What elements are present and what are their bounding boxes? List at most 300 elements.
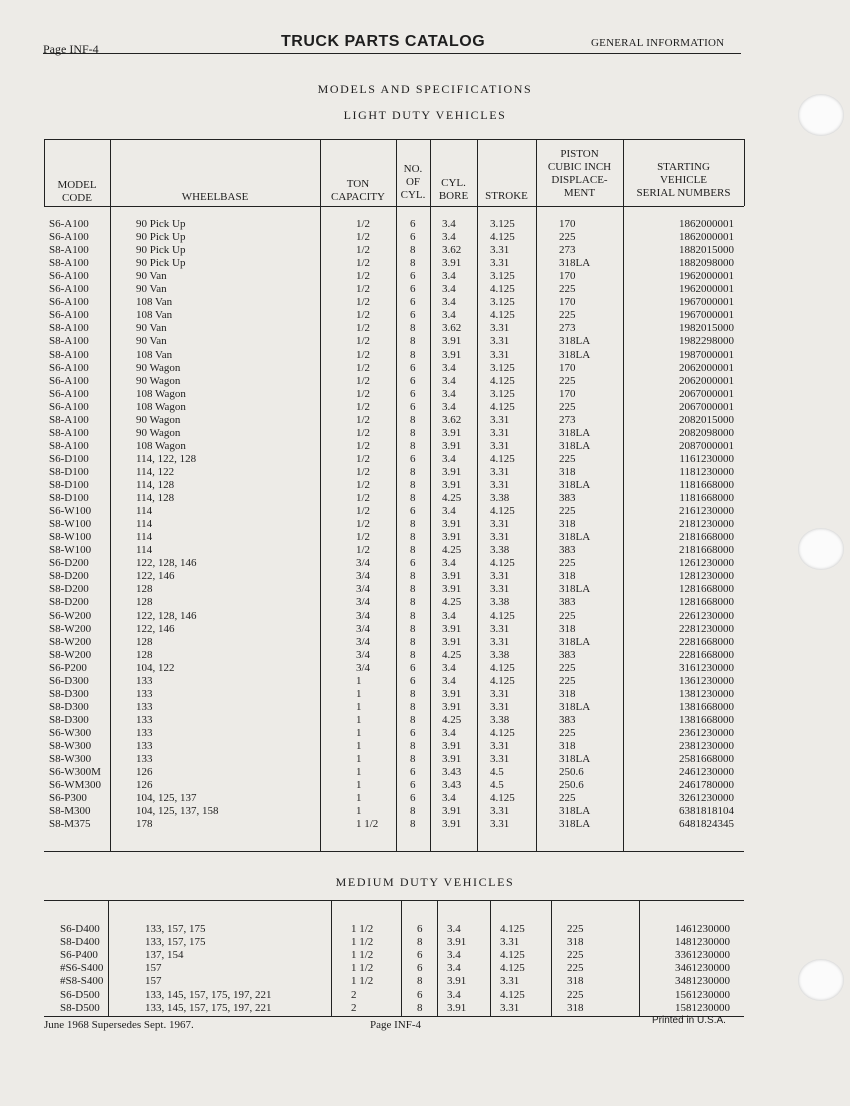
cell-stroke: 3.38 <box>490 713 510 726</box>
cell-wheelbase: 108 Van <box>136 309 173 322</box>
cell-cylinders: 8 <box>410 753 416 766</box>
cell-cylinders: 6 <box>410 792 416 805</box>
table-row <box>44 649 744 662</box>
cell-model-code: #S8-S400 <box>60 975 104 988</box>
cell-serial: 3161230000 <box>679 661 734 674</box>
cell-displacement: 318 <box>559 570 576 583</box>
table-row <box>44 492 744 505</box>
cell-serial: 3461230000 <box>675 962 730 975</box>
cell-ton-capacity: 1/2 <box>356 218 371 230</box>
cell-displacement: 383 <box>559 713 576 726</box>
cell-model-code: S6-D200 <box>49 557 89 570</box>
cell-ton-capacity: 1/2 <box>356 348 371 361</box>
cell-ton-capacity: 1/2 <box>356 283 371 296</box>
cell-bore: 3.4 <box>442 231 456 244</box>
cell-model-code: S6-A100 <box>49 400 89 413</box>
cell-bore: 3.91 <box>442 518 462 531</box>
cell-cylinders: 8 <box>410 713 416 726</box>
cell-wheelbase: 104, 125, 137 <box>136 792 197 805</box>
cell-bore: 3.91 <box>447 936 467 949</box>
cell-serial: 2062000001 <box>679 374 734 387</box>
cell-serial: 1987000001 <box>679 348 734 361</box>
cell-stroke: 3.31 <box>500 1001 520 1014</box>
cell-model-code: S8-D300 <box>49 713 89 726</box>
cell-displacement: 383 <box>559 648 576 661</box>
cell-cylinders: 6 <box>410 218 416 230</box>
cell-ton-capacity: 3/4 <box>356 648 371 661</box>
cell-bore: 3.91 <box>442 753 462 766</box>
cell-cylinders: 6 <box>410 374 416 387</box>
cell-bore: 3.91 <box>442 635 462 648</box>
cell-displacement: 225 <box>559 452 576 465</box>
cell-model-code: S6-W300M <box>49 766 101 779</box>
cell-cylinders: 8 <box>410 413 416 426</box>
cell-serial: 1181668000 <box>679 479 734 491</box>
cell-bore: 3.4 <box>442 374 456 387</box>
cell-wheelbase: 90 Van <box>136 335 167 348</box>
cell-cylinders: 6 <box>410 270 416 283</box>
cell-serial: 1261230000 <box>679 557 734 570</box>
cell-model-code: S8-A100 <box>49 413 89 426</box>
cell-ton-capacity: 1/2 <box>356 400 371 413</box>
cell-model-code: S8-A100 <box>49 322 89 335</box>
cell-bore: 3.91 <box>447 1001 467 1014</box>
medium-duty-table <box>44 900 744 1018</box>
punch-hole-middle <box>798 528 844 570</box>
cell-stroke: 3.31 <box>490 413 510 426</box>
cell-displacement: 170 <box>559 296 576 309</box>
cell-displacement: 318 <box>559 740 576 752</box>
cell-wheelbase: 122, 128, 146 <box>136 609 197 622</box>
cell-model-code: S6-P400 <box>60 949 98 962</box>
cell-serial: 1581230000 <box>675 1001 730 1014</box>
cell-model-code: S6-WM300 <box>49 779 101 792</box>
cell-stroke: 3.31 <box>490 700 510 713</box>
cell-cylinders: 8 <box>417 936 423 949</box>
header-bottom-rule <box>44 206 744 207</box>
cell-displacement: 318LA <box>559 348 591 361</box>
cell-ton-capacity: 1/2 <box>356 452 371 465</box>
cell-ton-capacity: 3/4 <box>356 596 371 609</box>
table-row <box>44 989 744 1002</box>
table-row <box>44 518 744 531</box>
cell-bore: 4.25 <box>442 596 462 609</box>
cell-cylinders: 8 <box>410 635 416 648</box>
cell-ton-capacity: 1/2 <box>356 413 371 426</box>
cell-stroke: 4.125 <box>490 726 515 739</box>
cell-cylinders: 8 <box>410 700 416 713</box>
cell-ton-capacity: 1 <box>356 700 362 713</box>
cell-model-code: S8-D400 <box>60 936 100 949</box>
cell-serial: 2281668000 <box>679 635 734 648</box>
cell-model-code: S8-W200 <box>49 648 92 661</box>
cell-serial: 1962000001 <box>679 283 734 296</box>
cell-bore: 3.62 <box>442 322 462 335</box>
cell-stroke: 4.5 <box>490 779 504 792</box>
cell-bore: 3.91 <box>442 335 462 348</box>
cell-wheelbase: 114, 122, 128 <box>136 452 197 465</box>
cell-stroke: 4.125 <box>500 988 525 1001</box>
cell-bore: 3.91 <box>442 687 462 700</box>
cell-displacement: 383 <box>559 492 576 505</box>
table-row <box>44 296 744 309</box>
cell-wheelbase: 122, 146 <box>136 622 175 635</box>
cell-wheelbase: 128 <box>136 648 153 661</box>
col-header-displacement: PISTON CUBIC INCH DISPLACE- MENT <box>547 148 612 199</box>
cell-serial: 1882015000 <box>679 244 734 257</box>
cell-stroke: 3.31 <box>490 818 510 831</box>
cell-model-code: S6-D500 <box>60 988 100 1001</box>
cell-serial: 1381668000 <box>679 713 734 726</box>
cell-bore: 3.4 <box>442 452 456 465</box>
cell-stroke: 3.31 <box>490 753 510 766</box>
cell-displacement: 225 <box>559 609 576 622</box>
cell-serial: 1461230000 <box>675 923 730 935</box>
cell-stroke: 3.38 <box>490 648 510 661</box>
cell-bore: 3.4 <box>442 726 456 739</box>
cell-cylinders: 8 <box>410 518 416 531</box>
cell-displacement: 170 <box>559 218 576 230</box>
cell-bore: 3.91 <box>442 740 462 752</box>
cell-wheelbase: 104, 122 <box>136 661 175 674</box>
cell-ton-capacity: 1 1/2 <box>351 936 374 949</box>
cell-bore: 3.91 <box>442 570 462 583</box>
cell-bore: 3.91 <box>442 818 462 831</box>
cell-displacement: 225 <box>559 400 576 413</box>
header-rule <box>43 53 741 54</box>
cell-displacement: 225 <box>559 309 576 322</box>
cell-cylinders: 8 <box>410 479 416 491</box>
cell-bore: 4.25 <box>442 492 462 505</box>
cell-cylinders: 6 <box>410 361 416 374</box>
cell-model-code: S6-A100 <box>49 270 89 283</box>
cell-stroke: 4.125 <box>500 923 525 935</box>
cell-displacement: 318LA <box>559 700 591 713</box>
cell-displacement: 318LA <box>559 753 591 766</box>
cell-wheelbase: 90 Van <box>136 322 167 335</box>
cell-bore: 3.4 <box>442 674 456 687</box>
cell-stroke: 3.31 <box>490 479 510 491</box>
cell-wheelbase: 90 Wagon <box>136 413 181 426</box>
table-row <box>44 309 744 322</box>
col-divider <box>744 139 745 206</box>
cell-serial: 2062000001 <box>679 361 734 374</box>
cell-bore: 3.91 <box>442 531 462 544</box>
cell-ton-capacity: 2 <box>351 1001 357 1014</box>
table-row <box>44 270 744 283</box>
cell-displacement: 170 <box>559 387 576 400</box>
table-row <box>44 949 744 962</box>
cell-wheelbase: 114 <box>136 544 153 557</box>
cell-cylinders: 8 <box>410 322 416 335</box>
cell-wheelbase: 178 <box>136 818 153 831</box>
cell-wheelbase: 114, 128 <box>136 492 175 505</box>
cell-stroke: 4.125 <box>490 283 515 296</box>
table-top-rule <box>44 139 744 140</box>
cell-model-code: S6-A100 <box>49 309 89 322</box>
cell-model-code: S6-A100 <box>49 283 89 296</box>
cell-wheelbase: 126 <box>136 766 153 779</box>
table-row <box>44 427 744 440</box>
cell-displacement: 225 <box>559 283 576 296</box>
cell-wheelbase: 133 <box>136 726 153 739</box>
cell-wheelbase: 122, 146 <box>136 570 175 583</box>
col-header-stroke: STROKE <box>485 190 528 202</box>
cell-wheelbase: 90 Pick Up <box>136 218 186 230</box>
table-row <box>44 662 744 675</box>
cell-model-code: S8-A100 <box>49 439 89 452</box>
cell-ton-capacity: 1 <box>356 740 362 752</box>
cell-serial: 1862000001 <box>679 218 734 230</box>
cell-displacement: 318 <box>567 975 584 988</box>
cell-ton-capacity: 1/2 <box>356 322 371 335</box>
cell-wheelbase: 133 <box>136 674 153 687</box>
cell-bore: 3.4 <box>442 218 456 230</box>
cell-ton-capacity: 1/2 <box>356 387 371 400</box>
table-row <box>44 766 744 779</box>
table-row <box>44 362 744 375</box>
cell-bore: 3.4 <box>442 270 456 283</box>
table-row <box>44 375 744 388</box>
cell-cylinders: 8 <box>410 426 416 439</box>
cell-stroke: 4.125 <box>490 231 515 244</box>
cell-ton-capacity: 1/2 <box>356 492 371 505</box>
cell-serial: 6381818104 <box>679 805 734 818</box>
cell-model-code: S8-W100 <box>49 518 92 531</box>
table-row <box>44 623 744 636</box>
cell-cylinders: 8 <box>410 609 416 622</box>
cell-serial: 2261230000 <box>679 609 734 622</box>
cell-displacement: 225 <box>559 557 576 570</box>
cell-ton-capacity: 1/2 <box>356 374 371 387</box>
cell-displacement: 273 <box>559 413 576 426</box>
cell-model-code: S6-P200 <box>49 661 87 674</box>
cell-stroke: 4.125 <box>490 505 515 518</box>
cell-displacement: 273 <box>559 244 576 257</box>
cell-cylinders: 8 <box>410 335 416 348</box>
catalog-title: TRUCK PARTS CATALOG <box>281 33 486 50</box>
cell-wheelbase: 157 <box>145 962 162 975</box>
cell-ton-capacity: 1/2 <box>356 244 371 257</box>
cell-ton-capacity: 1 <box>356 726 362 739</box>
cell-bore: 3.4 <box>442 557 456 570</box>
cell-stroke: 3.125 <box>490 387 515 400</box>
cell-bore: 3.62 <box>442 413 462 426</box>
table-row <box>44 975 744 988</box>
section-label: GENERAL INFORMATION <box>591 37 725 49</box>
cell-serial: 2082015000 <box>679 413 734 426</box>
cell-ton-capacity: 3/4 <box>356 635 371 648</box>
cell-cylinders: 6 <box>410 296 416 309</box>
cell-wheelbase: 128 <box>136 583 153 596</box>
cell-ton-capacity: 1/2 <box>356 270 371 283</box>
cell-wheelbase: 114, 128 <box>136 479 175 491</box>
cell-model-code: S8-W100 <box>49 531 92 544</box>
cell-wheelbase: 128 <box>136 635 153 648</box>
light-duty-title: LIGHT DUTY VEHICLES <box>343 108 507 122</box>
table-row <box>44 231 744 244</box>
cell-cylinders: 8 <box>417 975 423 988</box>
cell-ton-capacity: 3/4 <box>356 622 371 635</box>
footer-date: June 1968 Supersedes Sept. 1967. <box>44 1019 194 1031</box>
table-row <box>44 962 744 975</box>
cell-wheelbase: 114 <box>136 505 153 518</box>
cell-ton-capacity: 1/2 <box>356 231 371 244</box>
cell-displacement: 225 <box>567 988 584 1001</box>
cell-bore: 3.43 <box>442 779 462 792</box>
table-row <box>44 453 744 466</box>
cell-cylinders: 8 <box>410 465 416 478</box>
cell-stroke: 3.125 <box>490 270 515 283</box>
cell-serial: 1361230000 <box>679 674 734 687</box>
cell-wheelbase: 90 Pick Up <box>136 244 186 257</box>
table-row <box>44 570 744 583</box>
cell-ton-capacity: 1/2 <box>356 465 371 478</box>
table-row <box>44 401 744 414</box>
cell-model-code: S6-W300 <box>49 726 92 739</box>
cell-stroke: 3.31 <box>500 975 520 988</box>
cell-stroke: 4.125 <box>490 674 515 687</box>
cell-serial: 2361230000 <box>679 726 734 739</box>
cell-ton-capacity: 1 <box>356 779 362 792</box>
cell-displacement: 318 <box>559 518 576 531</box>
cell-displacement: 318LA <box>559 426 591 439</box>
cell-wheelbase: 90 Pick Up <box>136 231 186 244</box>
cell-stroke: 4.125 <box>490 609 515 622</box>
medium-duty-title: MEDIUM DUTY VEHICLES <box>335 875 515 889</box>
cell-displacement: 318 <box>567 1001 584 1014</box>
cell-bore: 3.4 <box>442 296 456 309</box>
cell-stroke: 3.38 <box>490 544 510 557</box>
cell-model-code: S6-D100 <box>49 452 89 465</box>
cell-wheelbase: 114 <box>136 531 153 544</box>
cell-model-code: S6-D300 <box>49 674 89 687</box>
col-header-cylinders: NO. OF CYL. <box>400 163 426 201</box>
cell-stroke: 3.31 <box>490 335 510 348</box>
cell-serial: 2181668000 <box>679 531 734 544</box>
cell-serial: 2067000001 <box>679 400 734 413</box>
cell-stroke: 3.125 <box>490 218 515 230</box>
cell-serial: 2381230000 <box>679 740 734 752</box>
cell-cylinders: 8 <box>410 818 416 831</box>
cell-serial: 2082098000 <box>679 426 734 439</box>
table-row <box>44 1002 744 1015</box>
cell-ton-capacity: 1/2 <box>356 426 371 439</box>
cell-serial: 1281668000 <box>679 583 734 596</box>
footer-printed: Printed in U.S.A. <box>652 1015 726 1026</box>
cell-bore: 3.4 <box>442 361 456 374</box>
col-header-ton-capacity: TON CAPACITY <box>331 178 385 203</box>
cell-wheelbase: 90 Van <box>136 270 167 283</box>
cell-model-code: S8-D300 <box>49 700 89 713</box>
table-row <box>44 531 744 544</box>
cell-bore: 3.4 <box>447 962 461 975</box>
cell-stroke: 3.31 <box>490 805 510 818</box>
cell-ton-capacity: 1/2 <box>356 335 371 348</box>
cell-stroke: 3.125 <box>490 296 515 309</box>
cell-cylinders: 8 <box>410 257 416 270</box>
table-row <box>44 257 744 270</box>
cell-ton-capacity: 1 1/2 <box>351 962 374 975</box>
cell-ton-capacity: 2 <box>351 988 357 1001</box>
cell-ton-capacity: 1 1/2 <box>351 923 374 935</box>
table-row <box>44 335 744 348</box>
cell-ton-capacity: 1/2 <box>356 439 371 452</box>
cell-displacement: 273 <box>559 322 576 335</box>
cell-ton-capacity: 1 <box>356 674 362 687</box>
cell-cylinders: 6 <box>417 988 423 1001</box>
cell-displacement: 318 <box>559 622 576 635</box>
cell-ton-capacity: 1/2 <box>356 257 371 270</box>
table-row <box>44 675 744 688</box>
cell-model-code: S8-D200 <box>49 570 89 583</box>
table-row <box>44 557 744 570</box>
cell-displacement: 250.6 <box>559 766 584 779</box>
cell-cylinders: 8 <box>410 596 416 609</box>
cell-stroke: 3.31 <box>490 740 510 752</box>
cell-model-code: S8-D200 <box>49 583 89 596</box>
cell-bore: 3.91 <box>442 465 462 478</box>
cell-wheelbase: 122, 128, 146 <box>136 557 197 570</box>
cell-serial: 1381230000 <box>679 687 734 700</box>
cell-displacement: 318LA <box>559 531 591 544</box>
cell-bore: 3.4 <box>447 988 461 1001</box>
cell-bore: 3.91 <box>442 805 462 818</box>
cell-ton-capacity: 1/2 <box>356 309 371 322</box>
cell-cylinders: 8 <box>410 687 416 700</box>
cell-model-code: S6-A100 <box>49 374 89 387</box>
cell-model-code: S8-D100 <box>49 465 89 478</box>
cell-model-code: S6-D400 <box>60 923 100 935</box>
cell-cylinders: 6 <box>417 923 423 935</box>
cell-serial: 1281668000 <box>679 596 734 609</box>
table-row <box>44 727 744 740</box>
cell-model-code: S8-W300 <box>49 753 92 766</box>
cell-wheelbase: 126 <box>136 779 153 792</box>
cell-stroke: 3.31 <box>490 465 510 478</box>
table-row <box>44 688 744 701</box>
cell-displacement: 318 <box>567 936 584 949</box>
cell-serial: 2161230000 <box>679 505 734 518</box>
table-row <box>44 936 744 949</box>
table-row <box>44 388 744 401</box>
cell-model-code: S6-A100 <box>49 387 89 400</box>
table-row <box>44 805 744 818</box>
table-row <box>44 583 744 596</box>
cell-bore: 3.91 <box>442 439 462 452</box>
table-row <box>44 283 744 296</box>
cell-ton-capacity: 3/4 <box>356 609 371 622</box>
cell-bore: 3.91 <box>442 700 462 713</box>
cell-model-code: S8-D200 <box>49 596 89 609</box>
cell-ton-capacity: 3/4 <box>356 557 371 570</box>
cell-stroke: 3.31 <box>490 257 510 270</box>
cell-model-code: S8-A100 <box>49 426 89 439</box>
cell-model-code: S6-A100 <box>49 231 89 244</box>
cell-cylinders: 8 <box>410 492 416 505</box>
table-row <box>44 779 744 792</box>
cell-bore: 3.91 <box>442 426 462 439</box>
cell-ton-capacity: 1/2 <box>356 479 371 491</box>
cell-serial: 6481824345 <box>679 818 734 831</box>
cell-stroke: 3.31 <box>490 348 510 361</box>
cell-wheelbase: 133 <box>136 700 153 713</box>
cell-serial: 2281230000 <box>679 622 734 635</box>
cell-ton-capacity: 3/4 <box>356 570 371 583</box>
cell-wheelbase: 137, 154 <box>145 949 184 962</box>
cell-bore: 3.91 <box>442 348 462 361</box>
cell-stroke: 4.125 <box>490 374 515 387</box>
